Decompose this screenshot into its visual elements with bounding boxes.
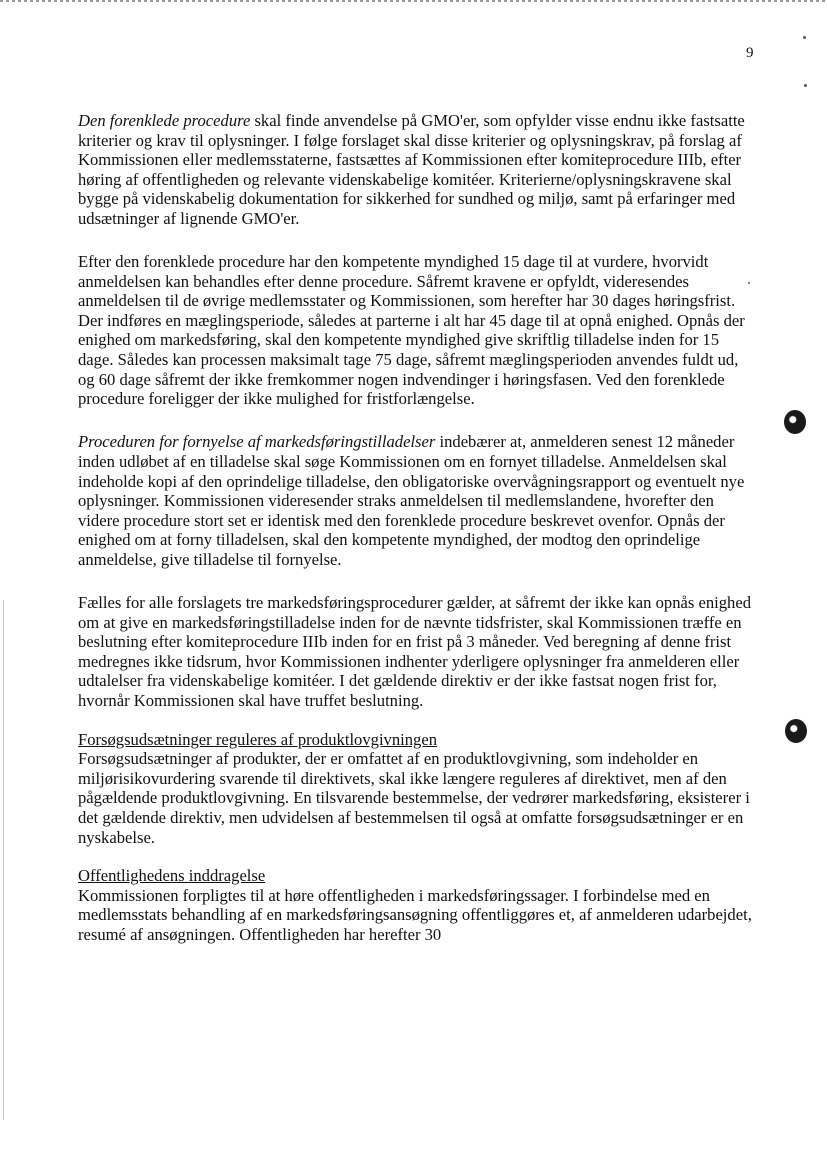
paragraph-text: Efter den forenklede procedure har den kompetente myndighed 15 dage til at vurdere, hvorvidt anmeldelsen kan behandles efter denne procedure. Såfremt kravene er opfyldt, videresendes anmeldelsen til de øvrige medlemsstater og Kommissionen, som herefter har 30 dages høringsfrist. Der indføres en mæglingsperiode, således at parterne i alt har 45 dage til at opnå enighed. Opnås der enighed om markedsføring, skal den kompetente myndighed give skriftlig tilladelse inden for 15 dage. Således kan processen maksimalt tage 75 dage, såfremt mæglingsperioden anvendes fuldt ud, og 60 dage såfremt der ikke fremkommer nogen indvendinger i høringsfasen. Ved den forenklede procedure foreligger der ikke mulighed for fristforlængelse. [78, 252, 745, 409]
document-body [78, 111, 755, 968]
paragraph-renewal-procedure [78, 432, 755, 569]
punch-hole-lower [785, 719, 807, 743]
section-text: Forsøgsudsætninger af produkter, der er omfattet af en produktlovgivning, som indeholder en miljørisikovurdering svarende til direktivets, skal ikke længere reguleres af direktivet, men af den pågældende produktlovgivning. En tilsvarende bestemmelse, der vedrører markedsføring, eksisterer i det gældende direktiv, men udvidelsen af bestemmelsen til også at omfatte forsøgsudsætninger er en nyskabelse. [78, 749, 750, 847]
section-text: Kommissionen forpligtes til at høre offentligheden i markedsføringssager. I forbindelse med en medlemsstats behandling af en markedsføringsansøgning offentliggøres et, af anmelderen udarbejdet, resumé af ansøgningen. Offentligheden har herefter 30 [78, 885, 752, 944]
paragraph-lead: Den forenklede procedure [78, 111, 251, 130]
scan-speck [748, 282, 750, 284]
paragraph-lead: Proceduren for fornyelse af markedsføringstilladelser [78, 432, 436, 452]
page-top-edge [0, 0, 827, 2]
paragraph-simplified-procedure [78, 111, 755, 229]
section-heading: Offentlighedens inddragelse [78, 866, 266, 886]
scan-speck [804, 84, 807, 87]
scan-speck [803, 36, 806, 39]
punch-hole-upper [784, 410, 806, 434]
paragraph-text: skal finde anvendelse på GMO'er, som opfylder visse endnu ikke fastsatte kriterier og krav til oplysninger. I følge forslaget skal disse kriterier og oplysningskrav, på forslag af Kommissionen eller medlemsstaterne, fastsættes af Kommissionen efter komiteprocedure IIIb, efter høring af offentligheden og relevante videnskabelige komitéer. Kriterierne/oplysningskravene skal bygge på videnskabelig dokumentation for sikkerhed for sundhed og miljø, samt på erfaringer med udsætninger af lignende GMO'er. [78, 111, 745, 228]
section-field-trials [78, 730, 755, 848]
scan-margin-line [3, 600, 4, 1120]
section-public-participation [78, 866, 755, 944]
paragraph-procedure-timeline [78, 252, 755, 409]
paragraph-text: indebærer at, anmelderen senest 12 måneder inden udløbet af en tilladelse skal søge Kommissionen om en fornyet tilladelse. Anmeldelsen skal indeholde kopi af den oprindelige tilladelse, den obligatoriske overvågningsrapport og eventuelt nye oplysninger. Kommissionen videresender straks anmeldelsen til medlemslandene, hvorefter den videre procedure stort set er identisk med den forenklede procedure beskrevet ovenfor. Opnås der enighed om at forny tilladelsen, skal den kompetente myndighed, der modtog den oprindelige anmeldelse, give tilladelse til fornyelse. [78, 432, 745, 569]
page-number: 9 [746, 45, 754, 61]
paragraph-text: Fælles for alle forslagets tre markedsføringsprocedurer gælder, at såfremt der ikke kan opnås enighed om at give en markedsføringstilladelse inden for de nævnte tidsfrister, skal Kommissionen træffe en beslutning efter komiteprocedure IIIb inden for en frist på 3 måneder. Ved beregning af denne frist medregnes ikke tidsrum, hvor Kommissionen indhenter yderligere oplysninger fra anmelderen eller udtalelser fra videnskabelige komitéer. I det gældende direktiv er der ikke fastsat nogen frist for, hvornår Kommissionen skal have truffet beslutning. [78, 592, 752, 710]
section-heading: Forsøgsudsætninger reguleres af produktlovgivningen [78, 729, 438, 749]
paragraph-common-rules [78, 593, 755, 711]
